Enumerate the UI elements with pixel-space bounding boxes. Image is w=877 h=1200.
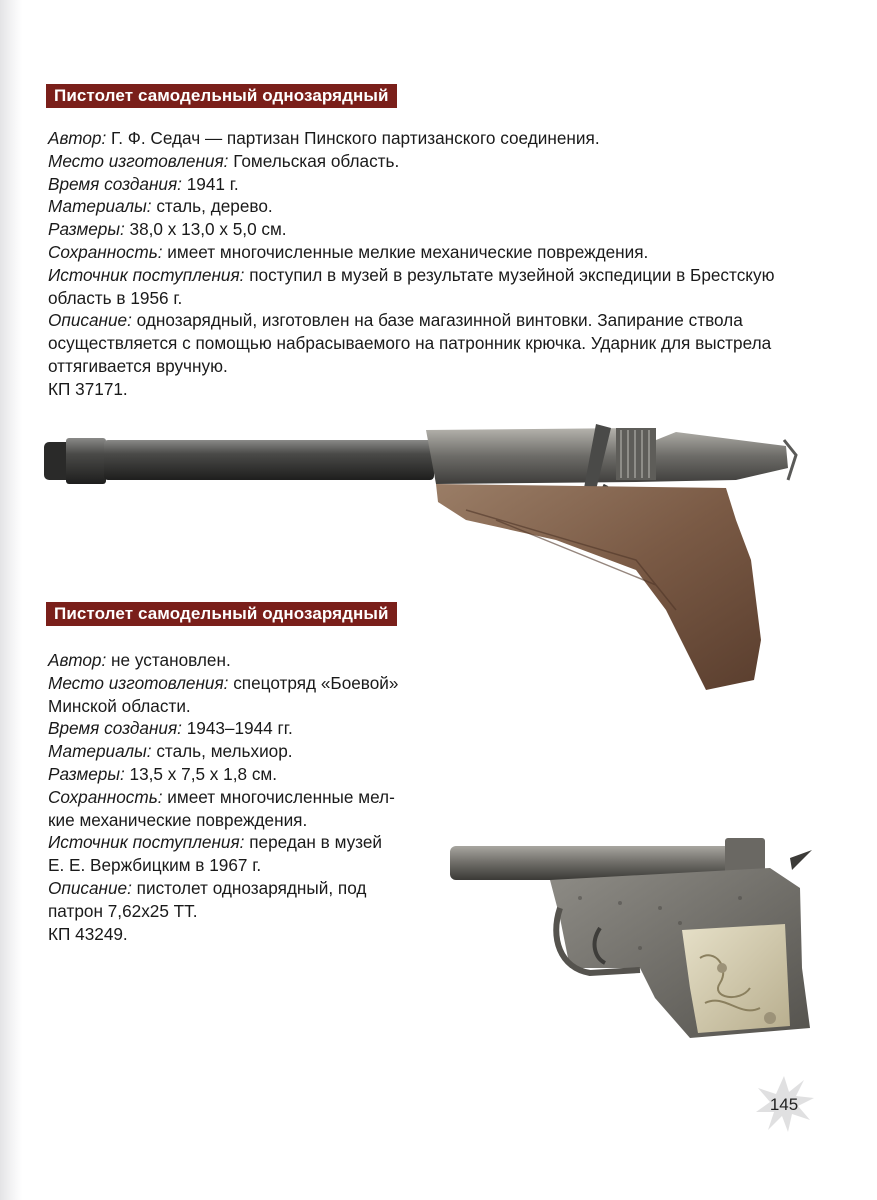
item1-author-value: Г. Ф. Седач — партизан Пинского партизанского соединения. (106, 128, 600, 148)
item1-source-row (48, 264, 775, 287)
item1-size-label: Размеры: (48, 219, 125, 240)
item2-place-label: Место изготовления: (48, 672, 229, 693)
item2-desc-value-1: пистолет однозарядный, под (131, 877, 367, 898)
item2-time-row (48, 717, 398, 740)
item1-time-value: 1941 г. (181, 173, 239, 194)
item1-desc-row-3: оттягивается вручную. (48, 355, 228, 376)
item1-desc-row-2: осуществляется с помощью набрасываемого на патронник крючка. Ударник для выстрела (48, 333, 772, 354)
item2-desc-row (48, 877, 398, 900)
item1-place-row (48, 150, 775, 173)
item2-condition-label: Сохранность: (48, 786, 163, 807)
item1-time-label: Время создания: (48, 173, 182, 194)
item1-size-row (48, 218, 775, 241)
item1-time-row (48, 173, 775, 196)
item2-pistol-image (440, 828, 820, 1063)
item1-author-row (48, 127, 775, 150)
item1-desc-label: Описание: (48, 310, 132, 331)
page-number: 145 (769, 1095, 799, 1114)
item2-size-label: Размеры: (48, 763, 125, 784)
item1-desc-value-1: однозарядный, изготовлен на базе магазинной винтовки. Запирание ствола (131, 310, 743, 331)
item2-author-row (48, 649, 398, 672)
item2-place-row-cont: Минской области. (48, 695, 191, 716)
item2-source-value-1: передан в музей (244, 832, 383, 853)
item1-title: Пистолет самодельный однозарядный (46, 84, 397, 108)
item2-condition-row (48, 786, 398, 809)
item2-source-row (48, 831, 398, 854)
item2-source-label: Источник поступления: (48, 832, 245, 853)
item2-materials-label: Материалы: (48, 741, 152, 762)
item2-condition-row-cont: кие механические повреждения. (48, 809, 308, 830)
item1-condition-label: Сохранность: (48, 241, 163, 262)
item1-inventory: КП 37171. (48, 378, 128, 399)
item1-source-row-cont: область в 1956 г. (48, 287, 183, 308)
item1-place-value: Гомельская область. (228, 150, 400, 171)
item2-author-label: Автор: (48, 650, 107, 670)
item1-author-label: Автор: (48, 128, 107, 148)
item1-source-label: Источник поступления: (48, 264, 245, 285)
item1-condition-row (48, 241, 775, 264)
item1-condition-value: имеет многочисленные мелкие механические повреждения. (162, 241, 649, 262)
item2-author-value: не установлен. (106, 650, 231, 670)
item2-size-value: 13,5 х 7,5 х 1,8 см. (124, 763, 278, 784)
page-spine-shadow (0, 0, 22, 1200)
item1-description-block (48, 127, 775, 401)
item2-condition-value-1: имеет многочисленные мел- (162, 786, 395, 807)
item2-materials-value: сталь, мельхиор. (151, 741, 293, 762)
item2-description-block (48, 649, 398, 945)
item1-source-value-1: поступил в музей в результате музейной экспедиции в Брестскую (244, 264, 775, 285)
item2-size-row (48, 763, 398, 786)
item1-size-value: 38,0 х 13,0 х 5,0 см. (124, 219, 287, 240)
item2-title: Пистолет самодельный однозарядный (46, 602, 397, 626)
item1-materials-row (48, 195, 775, 218)
item2-inventory: КП 43249. (48, 923, 128, 944)
item2-desc-row-2: патрон 7,62х25 ТТ. (48, 900, 198, 921)
item2-materials-row (48, 740, 398, 763)
item2-source-row-cont: Е. Е. Вержбицким в 1967 г. (48, 855, 262, 876)
item2-place-row (48, 672, 398, 695)
item1-materials-value: сталь, дерево. (151, 196, 273, 217)
item1-materials-label: Материалы: (48, 196, 152, 217)
item1-desc-row (48, 309, 775, 332)
item1-place-label: Место изготовления: (48, 150, 229, 171)
item2-place-value-1: спецотряд «Боевой» (228, 672, 399, 693)
item2-desc-label: Описание: (48, 877, 132, 898)
item2-time-label: Время создания: (48, 718, 182, 739)
item2-time-value: 1943–1944 гг. (181, 718, 293, 739)
page-number-badge (752, 1072, 816, 1136)
